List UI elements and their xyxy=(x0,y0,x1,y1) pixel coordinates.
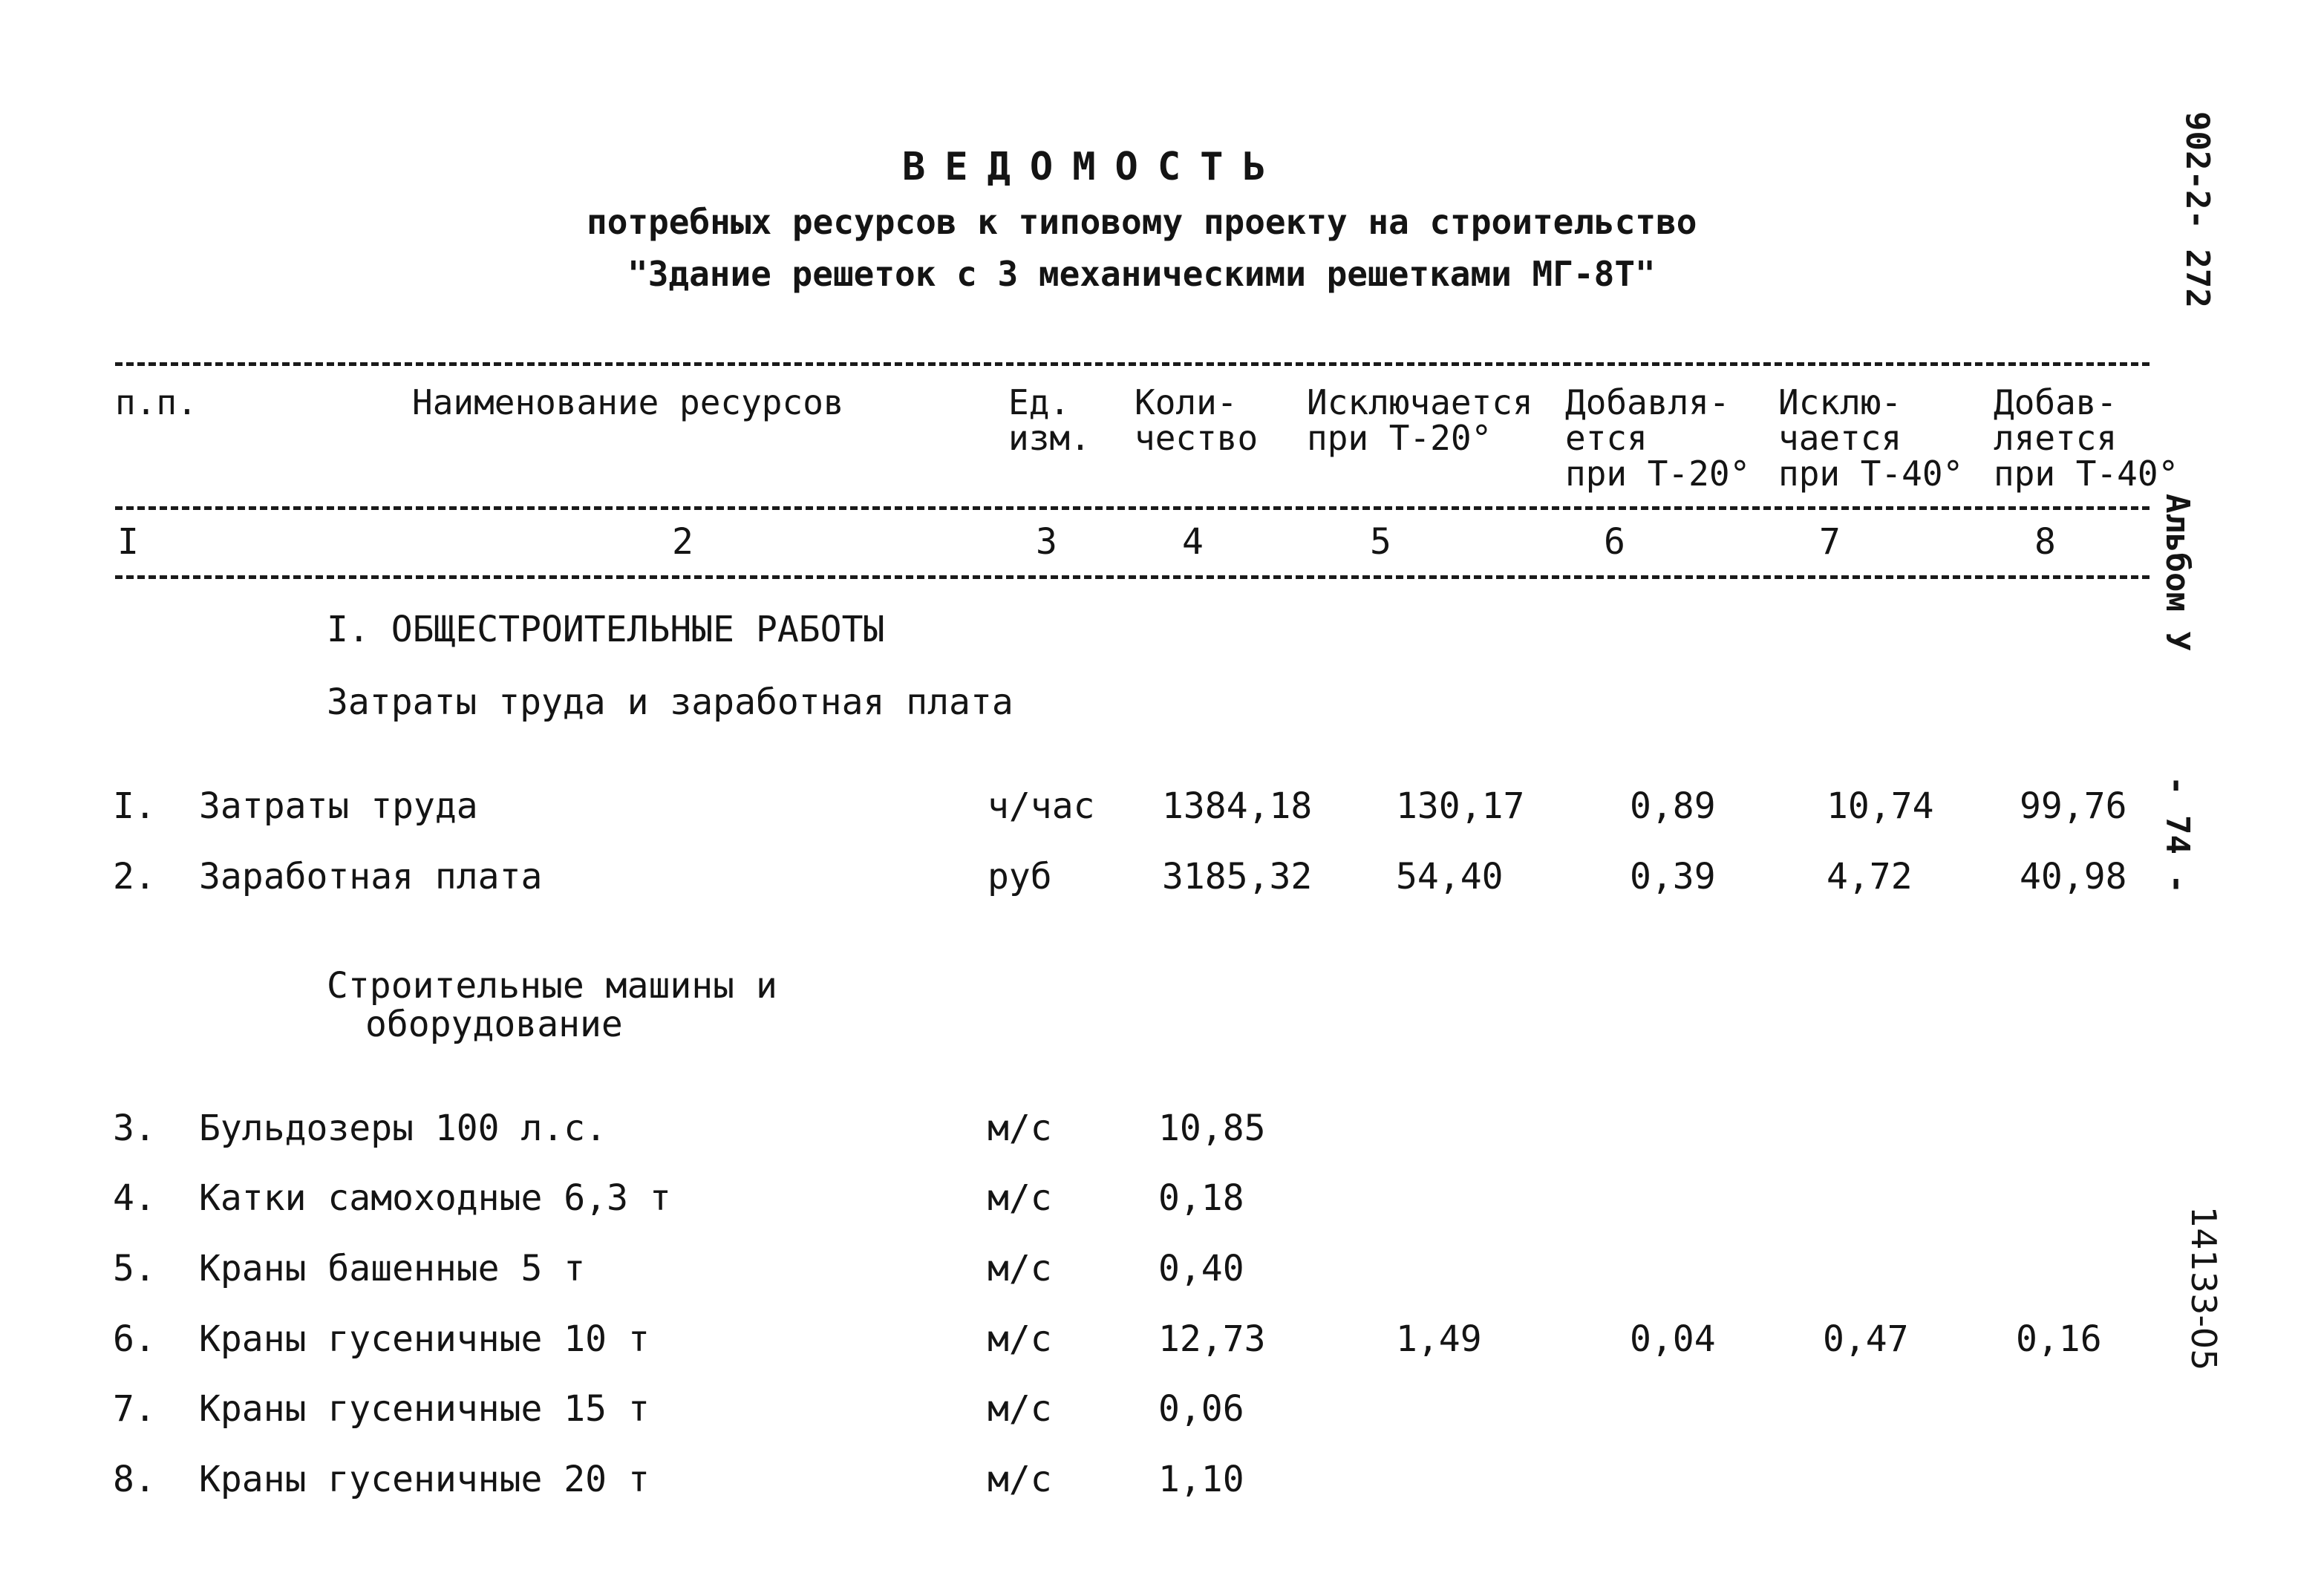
row-quantity: 0,18 xyxy=(1158,1177,1244,1219)
row-name: Заработная плата xyxy=(199,856,543,897)
project-code: 902-2- 272 xyxy=(2178,111,2216,308)
row-quantity: 1384,18 xyxy=(1162,785,1313,827)
document-subtitle-line-2: "Здание решеток с 3 механическими решетками МГ-8Т" xyxy=(627,254,1656,294)
row-unit: руб xyxy=(988,856,1052,897)
col-header-excluded-t40: Исклю- чается при Т-40° xyxy=(1778,382,1964,494)
document-subtitle-line-1: потребных ресурсов к типовому проекту на строительство xyxy=(587,202,1697,242)
row-quantity: 1,10 xyxy=(1158,1459,1244,1500)
col-header-name: Наименование ресурсов xyxy=(412,382,844,422)
row-col7: 4,72 xyxy=(1827,856,1913,897)
album-label: Альбом У xyxy=(2158,494,2196,651)
group-heading-labor: Затраты труда и заработная плата xyxy=(327,681,1013,723)
col-header-excluded-t20: Исключается при Т-20° xyxy=(1307,382,1533,458)
row-col6: 0,89 xyxy=(1630,785,1716,827)
row-col8: 40,98 xyxy=(2020,856,2127,897)
header-bottom-rule xyxy=(115,506,2150,510)
row-unit: м/с xyxy=(988,1177,1052,1219)
col-header-pp: п.п. xyxy=(115,382,198,422)
row-number: 3. xyxy=(113,1108,156,1149)
row-number: 7. xyxy=(113,1388,156,1430)
group-heading-machines-line-2: оборудование xyxy=(365,1004,623,1045)
row-number: I. xyxy=(113,785,156,827)
row-col6: 0,39 xyxy=(1630,856,1716,897)
col-number-4: 4 xyxy=(1182,521,1204,563)
section-title: I. ОБЩЕСТРОИТЕЛЬНЫЕ РАБОТЫ xyxy=(327,609,885,650)
document-title: ВЕДОМОСТЬ xyxy=(902,145,1285,189)
inventory-number: 14133-05 xyxy=(2184,1206,2224,1371)
row-col7: 0,47 xyxy=(1823,1318,1909,1360)
row-unit: м/с xyxy=(988,1318,1052,1360)
row-col7: 10,74 xyxy=(1827,785,1934,827)
col-number-5: 5 xyxy=(1370,521,1391,563)
col-header-added-t40: Добав- ляется при Т-40° xyxy=(1994,382,2179,494)
row-number: 4. xyxy=(113,1177,156,1219)
group-heading-machines-line-1: Строительные машины и xyxy=(327,965,777,1007)
col-number-8: 8 xyxy=(2034,521,2056,563)
row-name: Бульдозеры 100 л.с. xyxy=(199,1108,607,1149)
row-col5: 130,17 xyxy=(1396,785,1525,827)
row-name: Краны гусеничные 15 т xyxy=(199,1388,650,1430)
col-number-1: I xyxy=(117,521,139,563)
col-header-added-t20: Добавля- ется при Т-20° xyxy=(1565,382,1751,494)
row-col6: 0,04 xyxy=(1630,1318,1716,1360)
row-unit: ч/час xyxy=(988,785,1095,827)
row-quantity: 0,40 xyxy=(1158,1248,1244,1289)
row-number: 8. xyxy=(113,1459,156,1500)
row-number: 6. xyxy=(113,1318,156,1360)
column-numbers-rule xyxy=(115,575,2150,579)
row-number: 5. xyxy=(113,1248,156,1289)
row-unit: м/с xyxy=(988,1108,1052,1149)
row-quantity: 10,85 xyxy=(1158,1108,1266,1149)
row-name: Затраты труда xyxy=(199,785,478,827)
col-number-7: 7 xyxy=(1819,521,1841,563)
row-col5: 54,40 xyxy=(1396,856,1504,897)
row-quantity: 3185,32 xyxy=(1162,856,1313,897)
row-name: Краны башенные 5 т xyxy=(199,1248,586,1289)
row-name: Катки самоходные 6,3 т xyxy=(199,1177,671,1219)
row-name: Краны гусеничные 10 т xyxy=(199,1318,650,1360)
col-number-2: 2 xyxy=(672,521,693,563)
col-number-6: 6 xyxy=(1604,521,1625,563)
row-unit: м/с xyxy=(988,1459,1052,1500)
row-name: Краны гусеничные 20 т xyxy=(199,1459,650,1500)
col-header-unit: Ед. изм. xyxy=(1008,382,1091,458)
row-col8: 0,16 xyxy=(2016,1318,2102,1360)
row-unit: м/с xyxy=(988,1388,1052,1430)
row-col5: 1,49 xyxy=(1396,1318,1482,1360)
col-header-quantity: Коли- чество xyxy=(1135,382,1259,458)
page-number: - 74 - xyxy=(2158,776,2196,894)
row-unit: м/с xyxy=(988,1248,1052,1289)
table-top-rule xyxy=(115,362,2150,366)
row-quantity: 0,06 xyxy=(1158,1388,1244,1430)
row-col8: 99,76 xyxy=(2020,785,2127,827)
row-quantity: 12,73 xyxy=(1158,1318,1266,1360)
col-number-3: 3 xyxy=(1036,521,1057,563)
row-number: 2. xyxy=(113,856,156,897)
